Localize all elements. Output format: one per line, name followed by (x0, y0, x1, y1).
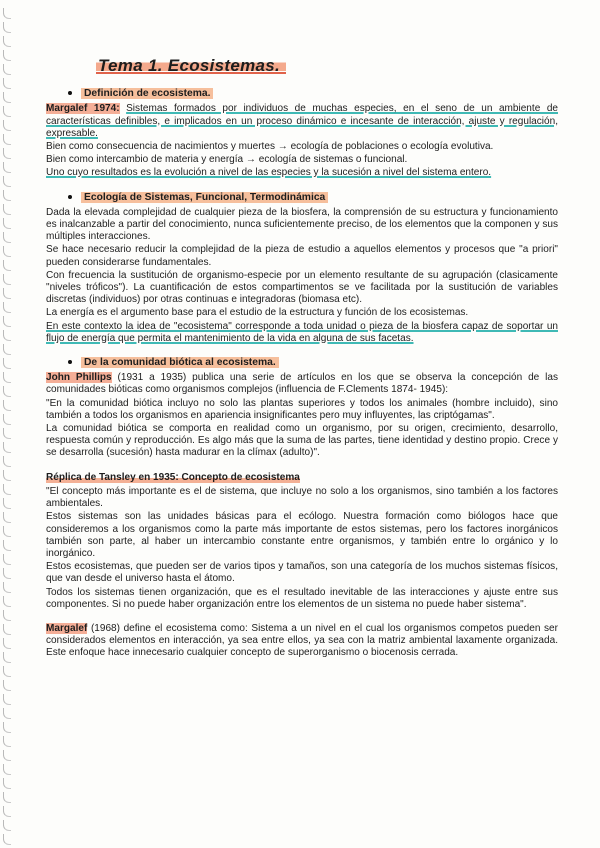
section-definicion (46, 88, 558, 179)
document-page (46, 56, 558, 672)
binding-ring (3, 638, 11, 649)
binding-ring (3, 554, 11, 565)
bullet-icon (68, 360, 72, 364)
paragraph: John Phillips (1931 a 1935) publica una serie de artículos en los que se observa la concepción de las comunidades bióticas como organismos complejos (influencia de F.Clements 1874- 1945): (46, 372, 558, 396)
binding-ring (3, 666, 11, 677)
binding-ring (3, 246, 11, 257)
quote-paragraph: "En la comunidad biótica incluyo no solo las plantas superiores y todos los animales (hombre incluido), sino también a todos los organismos en apariencia insignificantes pero muy influyentes, las criptógamas". (46, 397, 558, 421)
binding-ring (3, 134, 11, 145)
section-heading: Ecología de Sistemas, Funcional, Termodinámica (68, 192, 558, 204)
binding-ring (3, 806, 11, 817)
author-label: John Phillips (46, 372, 112, 384)
binding-ring (3, 708, 11, 719)
section-ecologia-sistemas (46, 192, 558, 345)
paragraph: Estos sistemas son las unidades básicas para el ecólogo. Nuestra formación como biólogos hace que consideremos a los organismos como la parte más importante de estos sistemas, pero los factores inorgánicos también son parte, al haber un intercambio constante entre organismos, y también entre lo orgánico y lo inorgánico. (46, 511, 558, 559)
binding-ring (3, 218, 11, 229)
paragraph: Se hace necesario reducir la complejidad de la pieza de estudio a aquellos elementos y procesos que "a priori" pueden considerarse fundamentales. (46, 244, 558, 268)
binding-ring (3, 176, 11, 187)
bullet-icon (68, 91, 72, 95)
paragraph: La comunidad biótica se comporta en realidad como un organismo, por su origen, crecimiento, desarrollo, respuesta común y reproducción. Es algo más que la suma de las partes, tiene identidad y destino propio. Crece y se desarrolla (sucesión) hasta madurar en la clímax (adulto)". (46, 423, 558, 459)
paragraph: Estos ecosistemas, que pueden ser de varios tipos y tamaños, son una categoría de los muchos sistemas físicos, que van desde el universo hasta el átomo. (46, 561, 558, 585)
binding-ring (3, 764, 11, 775)
binding-ring (3, 596, 11, 607)
author-label: Margalef (46, 622, 88, 634)
notebook-binding (0, 0, 12, 848)
section-margalef-1968 (46, 623, 558, 660)
binding-ring (3, 750, 11, 761)
paragraph: "El concepto más importante es el de sistema, que incluye no solo a los organismos, sino también a los factores ambientales. (46, 485, 558, 510)
binding-ring (3, 498, 11, 509)
section-comunidad-biotica (46, 357, 558, 460)
binding-ring (3, 148, 11, 159)
binding-ring (3, 820, 11, 831)
section-heading: Réplica de Tansley en 1935: Concepto de ecosistema (46, 471, 300, 483)
binding-ring (3, 260, 11, 271)
paragraph: Uno cuyo resultados es la evolución a nivel de las especies y la sucesión a nivel del sistema entero. (46, 167, 492, 179)
bullet-icon (68, 195, 72, 199)
paragraph: Bien como intercambio de materia y energía → ecología de sistemas o funcional. (46, 154, 408, 166)
binding-ring (3, 190, 11, 201)
binding-ring (3, 792, 11, 803)
binding-ring (3, 316, 11, 327)
binding-ring (3, 64, 11, 75)
binding-ring (3, 456, 11, 467)
binding-ring (3, 204, 11, 215)
paragraph: Margalef 1974: Sistemas formados por individuos de muchas especies, en el seno de un ambiente de características definibles, e implicados en un proceso dinámico e incesante de interacción, ajuste y regulación, expresable. (46, 103, 558, 139)
binding-ring (3, 624, 11, 635)
binding-ring (3, 50, 11, 61)
binding-ring (3, 582, 11, 593)
binding-ring (3, 694, 11, 705)
binding-ring (3, 36, 11, 47)
binding-ring (3, 106, 11, 117)
binding-ring (3, 512, 11, 523)
paragraph: Dada la elevada complejidad de cualquier pieza de la biosfera, la comprensión de su estructura y funcionamiento es inalcanzable a partir del conocimiento, nunca suficientemente preciso, de los elementos que la componen y sus múltiples interacciones. (46, 206, 558, 243)
binding-ring (3, 78, 11, 89)
binding-ring (3, 372, 11, 383)
binding-ring (3, 288, 11, 299)
binding-ring (3, 778, 11, 789)
section-heading: De la comunidad biótica al ecosistema. (68, 357, 558, 369)
binding-ring (3, 232, 11, 243)
binding-ring (3, 442, 11, 453)
binding-ring (3, 722, 11, 733)
binding-ring (3, 414, 11, 425)
binding-ring (3, 568, 11, 579)
binding-ring (3, 652, 11, 663)
section-tansley (46, 472, 558, 611)
author-label: Margalef 1974: (46, 103, 120, 115)
binding-ring (3, 484, 11, 495)
binding-ring (3, 120, 11, 131)
binding-ring (3, 680, 11, 691)
paragraph: En este contexto la idea de "ecosistema" corresponde a toda unidad o pieza de la biosfera capaz de soportar un flujo de energía que permita el mantenimiento de la vida en alguna de sus facetas. (46, 320, 558, 344)
binding-ring (3, 526, 11, 537)
paragraph: Bien como consecuencia de nacimientos y muertes → ecología de poblaciones o ecología evolutiva. (46, 141, 494, 153)
binding-ring (3, 8, 11, 19)
paragraph: Margalef (1968) define el ecosistema como: Sistema a un nivel en el cual los organismos competos pueden ser considerados elementos en interacción, ya sea entre ellos, ya sea con la matriz ambiental laxamente organizada. Este enfoque hace innecesario cualquier concepto de superorganismo o biocenosis cerrada. (46, 622, 558, 659)
binding-ring (3, 428, 11, 439)
paragraph: Todos los sistemas tienen organización, que es el resultado inevitable de las interacciones y ajuste entre sus componentes. Si no puede haber organización entre los elementos de un sistema no puede haber sistema". (46, 586, 558, 610)
binding-ring (3, 330, 11, 341)
binding-ring (3, 302, 11, 313)
binding-ring (3, 274, 11, 285)
binding-ring (3, 834, 11, 845)
binding-ring (3, 540, 11, 551)
paragraph: Con frecuencia la sustitución de organismo-especie por un elemento resultante de su agrupación (clasicamente "niveles tróficos"). La cuantificación de estos compartimentos se ve facilitada por la sustitución de variables discretas (individuos) por otras continuas e integradoras (biomasa etc). (46, 269, 558, 306)
binding-ring (3, 358, 11, 369)
binding-ring (3, 470, 11, 481)
section-heading: Definición de ecosistema. (68, 88, 558, 100)
paragraph: La energía es el argumento base para el estudio de la estructura y función de los ecosistemas. (46, 307, 469, 319)
binding-ring (3, 386, 11, 397)
binding-ring (3, 610, 11, 621)
page-title: Tema 1. Ecosistemas. (96, 60, 286, 74)
binding-ring (3, 344, 11, 355)
binding-ring (3, 22, 11, 33)
binding-ring (3, 736, 11, 747)
binding-ring (3, 92, 11, 103)
binding-ring (3, 162, 11, 173)
binding-ring (3, 400, 11, 411)
